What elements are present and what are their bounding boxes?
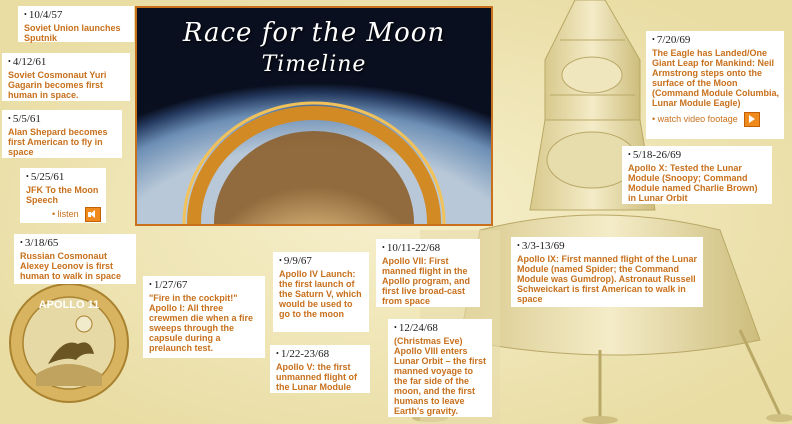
seal-text: APOLLO 11 xyxy=(38,299,100,311)
hero-title: Race for the Moon xyxy=(182,18,446,48)
event-text: JFK To the Moon Speech xyxy=(26,185,99,205)
timeline-event-apollo-4 xyxy=(273,252,369,332)
event-date: • 5/25/61 xyxy=(26,171,101,184)
listen-link[interactable]: • listen xyxy=(52,207,101,222)
play-icon[interactable] xyxy=(744,112,760,127)
event-date: • 5/18-26/69 xyxy=(628,149,767,162)
event-text: Alan Shepard becomes first American to fly in space xyxy=(8,127,108,157)
timeline-event-jfk-speech xyxy=(20,168,106,223)
timeline-event-apollo-10 xyxy=(622,146,772,204)
event-text: Apollo VII: First manned flight in the Apollo program, and first live broad-cast from space xyxy=(382,256,471,306)
timeline-event-apollo-11-landing xyxy=(646,31,784,139)
event-date: • 1/22-23/68 xyxy=(276,348,365,361)
event-text: Soviet Cosmonaut Yuri Gagarin becomes first human in space. xyxy=(8,70,107,100)
timeline-event-apollo-7 xyxy=(376,239,480,307)
event-date: • 5/5/61 xyxy=(8,113,117,126)
timeline-event-apollo-9 xyxy=(511,237,703,307)
apollo-11-seal xyxy=(8,282,130,404)
event-date: • 4/12/61 xyxy=(8,56,125,69)
event-date: • 7/20/69 xyxy=(652,34,779,47)
timeline-event-apollo-1 xyxy=(143,276,265,358)
timeline-event-leonov xyxy=(14,234,136,284)
timeline-event-gagarin xyxy=(2,53,130,101)
event-date: • 3/3-13/69 xyxy=(517,240,698,253)
hero-banner xyxy=(135,6,493,226)
event-date: • 12/24/68 xyxy=(394,322,487,335)
speaker-icon[interactable] xyxy=(85,207,101,222)
event-text: Apollo IV Launch: the first launch of the Saturn V, which would be used to go to the moon xyxy=(279,269,362,319)
watch-video-link[interactable]: • watch video footage xyxy=(652,112,779,127)
event-date: • 1/27/67 xyxy=(149,279,260,292)
event-text: (Christmas Eve) Apollo VIII enters Lunar Orbit – the first manned voyage to the far side of the moon, and the first humans to leave Earth's gravity. xyxy=(394,336,487,416)
timeline-event-apollo-5 xyxy=(270,345,370,393)
event-text: Soviet Union launches Sputnik xyxy=(24,23,121,43)
event-date: • 10/4/57 xyxy=(24,9,129,22)
event-text: "Fire in the cockpit!" Apollo I: All three crewmen die when a fire sweeps through the capsule during a prelaunch test. xyxy=(149,293,254,353)
event-date: • 10/11-22/68 xyxy=(382,242,475,255)
event-date: • 9/9/67 xyxy=(279,255,364,268)
timeline-event-apollo-8 xyxy=(388,319,492,417)
event-text: Apollo V: the first unmanned flight of the Lunar Module xyxy=(276,362,357,392)
hero-subtitle: Timeline xyxy=(261,52,367,77)
event-date: • 3/18/65 xyxy=(20,237,131,250)
event-text: Apollo IX: First manned flight of the Lunar Module (named Spider; the Command Module was Gumdrop). Astronaut Russell Schweickart is first American to walk in space xyxy=(517,254,697,304)
event-text: Apollo X: Tested the Lunar Module (Snoopy; Command Module named Charlie Brown) in Lunar Orbit xyxy=(628,163,758,203)
timeline-event-shepard xyxy=(2,110,122,158)
event-text: The Eagle has Landed/One Giant Leap for Mankind: Neil Armstrong steps onto the surface of the Moon (Command Module Columbia, Lunar Module Eagle) xyxy=(652,48,779,108)
event-text: Russian Cosmonaut Alexey Leonov is first human to walk in space xyxy=(20,251,122,281)
timeline-event-sputnik xyxy=(18,6,134,42)
